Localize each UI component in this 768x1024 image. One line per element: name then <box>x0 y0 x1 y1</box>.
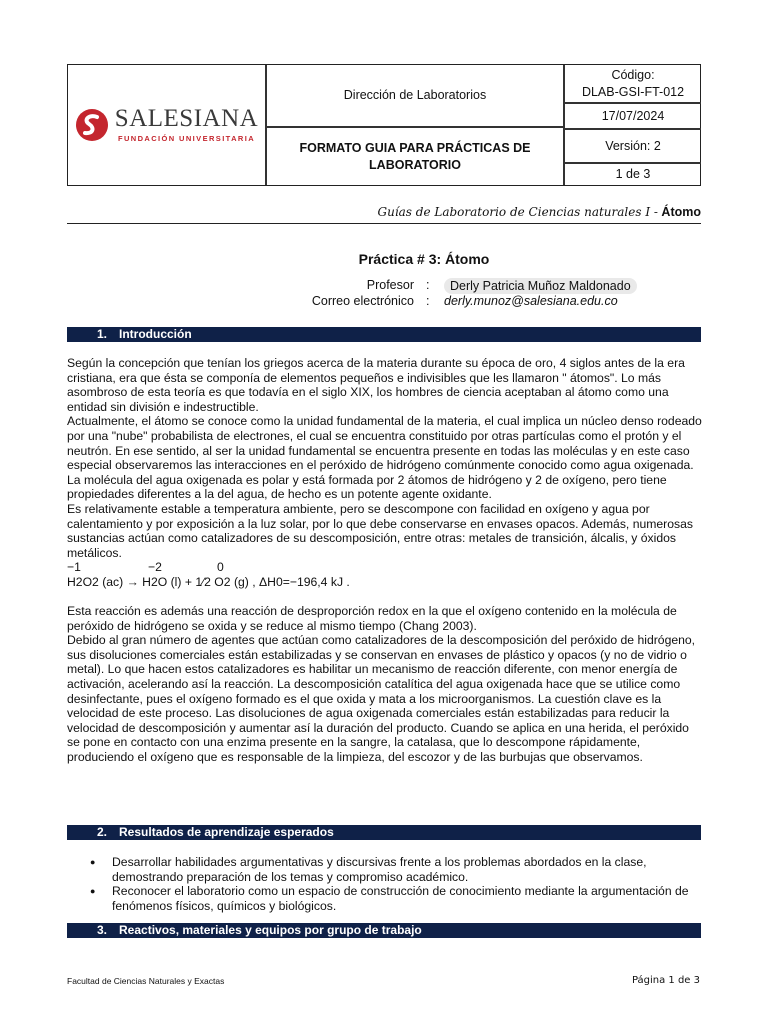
code-cell <box>564 65 701 103</box>
email-separator: : <box>426 294 430 308</box>
page-count-cell: 1 de 3 <box>564 163 701 185</box>
profesor-label: Profesor <box>366 278 414 292</box>
oxidation-state: −2 <box>148 560 162 575</box>
email-row <box>0 294 768 311</box>
salesiana-logo-icon <box>75 108 109 142</box>
section-outcomes-header <box>67 825 701 840</box>
section-title: Introducción <box>119 327 192 341</box>
code-label: Código: <box>611 67 655 82</box>
section-number: 2. <box>97 825 108 839</box>
section-number: 1. <box>97 327 108 341</box>
document-header-table <box>67 64 701 186</box>
intro-paragraph: Es relativamente estable a temperatura ambiente, pero se descompone con facilidad en oxígeno y agua por calentamiento y por exposición a la luz solar, por lo que debe conservarse en envases opacos. Además, numerosas sustancias actúan como catalizadores de su descomposición, entre otras: metales de transición, álcalis, y óxidos metálicos. <box>67 501 693 560</box>
oxidation-state: 0 <box>217 560 224 575</box>
intro-paragraph: Debido al gran número de agentes que actúan como catalizadores de la descomposición del peróxido de hidrógeno, sus disoluciones comerciales están estabilizadas y se conservan en envases de plástico y opacos (y no de vidrio o metal). Lo que hacen estos catalizadores es habilitar un mecanismo de reacción diferente, con menor energía de activación, acelerando así la reacción. La descomposición catalítica del agua oxigenada hace que se utilice como desinfectante, pues el oxígeno formado es el que oxida y mata a los microorganismos. La cuestión clave es la velocidad de este proceso. Las disoluciones de agua oxigenada comerciales están estabilizadas para reducir la velocidad de descomposición y aumentar así la duración del producto. Cuando se aplica en una herida, el peróxido se pone en contacto con una enzima presente en la sangre, la catalasa, que lo descompone rápidamente, produciendo el oxígeno que es responsable de la limpieza, del escozor y de las burbujas que observamos. <box>67 633 696 765</box>
department-cell: Dirección de Laboratorios <box>266 65 564 127</box>
email-value[interactable]: derly.munoz@salesiana.edu.co <box>444 294 618 308</box>
logo-brand: SALESIANA <box>114 104 259 132</box>
outcomes-list <box>90 855 702 913</box>
date-cell: 17/07/2024 <box>564 103 701 129</box>
intro-paragraph: La molécula del agua oxigenada es polar y está formada por 2 átomos de hidrógeno y 2 de oxígeno, pero tiene propiedades diferentes a la del agua, de hecho es un potente agente oxidante. <box>67 472 667 502</box>
salesiana-logo <box>75 106 258 144</box>
intro-paragraph: Actualmente, el átomo se conoce como la unidad fundamental de la materia, el cual implica un núcleo denso rodeado por una "nube" probabilista de electrones, el cual se encuentra constituido por otras partículas como el protón y el neutrón. En ese sentido, al ser la unidad fundamental se encuentra presente en todas las moléculas y en este caso especial observaremos las interacciones en el peróxido de hidrógeno comúnmente conocido como agua oxigenada. <box>67 414 702 473</box>
intro-paragraph: Según la concepción que tenían los griegos acerca de la materia durante su época de oro, 4 siglos antes de la era cristiana, era que ésta se componía de elementos pequeños e indivisibles que les llamaron " átomos". Lo más asombroso de esta teoría es que todavía en el siglo XIX, los hombres de ciencia aceptaban al átomo como una entidad sin división e indestructible. <box>67 356 685 414</box>
oxidation-state: −1 <box>67 560 81 575</box>
chemical-equation: H2O2 (ac) → H2O (l) + 1⁄2 O2 (g) , ΔH0=−196,4 kJ . <box>67 574 350 589</box>
email-label: Correo electrónico <box>311 294 414 308</box>
section-title: Resultados de aprendizaje esperados <box>119 825 334 839</box>
logo-subtitle: FUNDACIÓN UNIVERSITARIA <box>117 133 256 143</box>
oxidation-states <box>67 560 703 575</box>
footer-page-number: Página 1 de 3 <box>631 975 700 986</box>
practice-title: Práctica # 3: Átomo <box>358 251 490 267</box>
profesor-value: Derly Patricia Muñoz Maldonado <box>444 278 637 294</box>
list-item: ● Reconocer el laboratorio como un espacio de construcción de conocimiento mediante la argumentación de fenómenos físicos, químicos y biológicos. <box>90 884 702 913</box>
logo-cell <box>68 65 266 185</box>
guide-bold: Átomo <box>661 205 701 219</box>
introduction-body <box>67 356 703 765</box>
version-cell: Versión: 2 <box>564 129 701 163</box>
section-materials-header <box>67 923 701 938</box>
format-title-cell: FORMATO GUIA PARA PRÁCTICAS DE LABORATORIO <box>266 127 564 185</box>
guide-subtitle <box>67 205 701 224</box>
section-introduction-header <box>67 327 701 342</box>
profesor-separator: : <box>426 278 430 292</box>
guide-italic: Guías de Laboratorio de Ciencias naturales I - <box>377 205 658 219</box>
profesor-row <box>0 278 768 295</box>
list-item: ● Desarrollar habilidades argumentativas y discursivas frente a los problemas abordados en la clase, demostrando preparación de los temas y compromiso académico. <box>90 855 702 884</box>
section-number: 3. <box>97 923 108 937</box>
section-title: Reactivos, materiales y equipos por grupo de trabajo <box>119 923 422 937</box>
footer-faculty: Facultad de Ciencias Naturales y Exactas <box>67 976 225 986</box>
intro-paragraph: Esta reacción es además una reacción de desproporción redox en la que el oxígeno contenido en la molécula de peróxido de hidrógeno se oxida y se reduce al mismo tiempo (Chang 2003). <box>67 604 677 633</box>
code-value: DLAB-GSI-FT-012 <box>581 84 685 99</box>
